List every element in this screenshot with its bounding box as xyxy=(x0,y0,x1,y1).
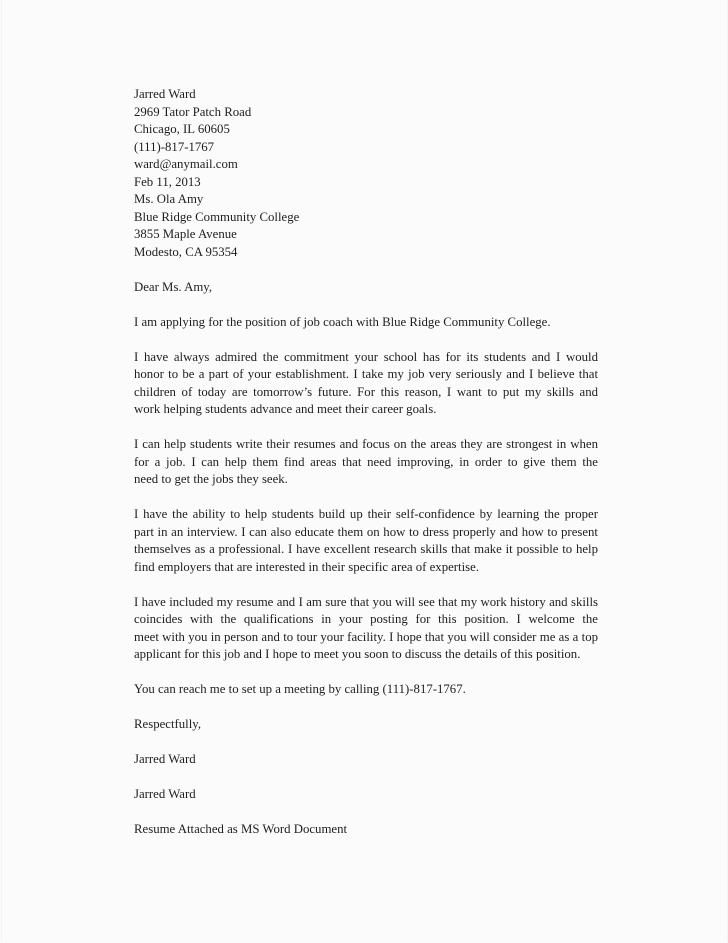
paragraph-line: work helping students advance and meet their career goals. xyxy=(134,402,437,416)
paragraph-line: need to get the jobs they seek. xyxy=(134,472,288,486)
paragraph-line: coincides with the qualifications in your posting for this position. I welcome the xyxy=(134,612,598,626)
sender-name: Jarred Ward xyxy=(134,87,196,101)
paragraph xyxy=(134,349,598,419)
paragraph xyxy=(134,506,598,576)
paragraph-line: find employers that are interested in their specific area of expertise. xyxy=(134,559,480,574)
enclosure-note: Resume Attached as MS Word Document xyxy=(134,822,348,836)
paragraph-line: for a job. I can help them find areas that need improving, in order to give them the xyxy=(134,454,598,469)
sender-city: Chicago, IL 60605 xyxy=(134,122,230,136)
sender-phone: (111)-817-1767 xyxy=(134,139,215,154)
recipient-name: Ms. Ola Amy xyxy=(134,192,204,206)
recipient-street: 3855 Maple Avenue xyxy=(134,227,237,241)
paragraph-line: I am applying for the position of job coach with Blue Ridge Community College. xyxy=(134,314,551,329)
letter-body xyxy=(134,86,598,839)
paragraph-line: I have always admired the commitment your school has for its students and I would xyxy=(134,349,598,364)
paragraph-line: You can reach me to set up a meeting by calling (111)-817-1767. xyxy=(134,682,466,696)
letter-page xyxy=(1,0,728,942)
recipient-organization: Blue Ridge Community College xyxy=(134,209,300,224)
signature: Jarred Ward xyxy=(134,752,196,766)
sender-street: 2969 Tator Patch Road xyxy=(134,104,252,119)
paragraph-line: I have included my resume and I am sure that you will see that my work history and skills xyxy=(134,594,598,609)
letter-date: Feb 11, 2013 xyxy=(134,174,201,189)
recipient-city: Modesto, CA 95354 xyxy=(134,244,238,259)
paragraph-line: meet with you in person and to tour your facility. I hope that you will consider me as a top xyxy=(134,629,598,644)
recipient-block xyxy=(134,191,598,261)
paragraph-line: I can help students write their resumes and focus on the areas they are strongest in when xyxy=(134,437,598,451)
typed-name: Jarred Ward xyxy=(134,787,196,801)
paragraph xyxy=(134,314,598,332)
paragraph-line: themselves as a professional. I have excellent research skills that make it possible to help xyxy=(134,542,598,556)
letter-paragraphs xyxy=(134,296,598,699)
closing: Respectfully, xyxy=(134,717,202,731)
paragraph xyxy=(134,594,598,664)
paragraph xyxy=(134,681,598,699)
sender-email: ward@anymail.com xyxy=(134,157,238,171)
paragraph-line: part in an interview. I can also educate them on how to dress properly and how to present xyxy=(134,524,598,539)
paragraph-line: children of today are tomorrow’s future. For this reason, I want to put my skills and xyxy=(134,384,598,399)
paragraph xyxy=(134,436,598,489)
paragraph-line: honor to be a part of your establishment. I take my job very seriously and I believe that xyxy=(134,367,598,381)
paragraph-line: applicant for this job and I hope to meet you soon to discuss the details of this position. xyxy=(134,647,581,661)
sender-block xyxy=(134,86,598,191)
salutation: Dear Ms. Amy, xyxy=(134,279,213,294)
paragraph-line: I have the ability to help students build up their self-confidence by learning the proper xyxy=(134,507,598,521)
